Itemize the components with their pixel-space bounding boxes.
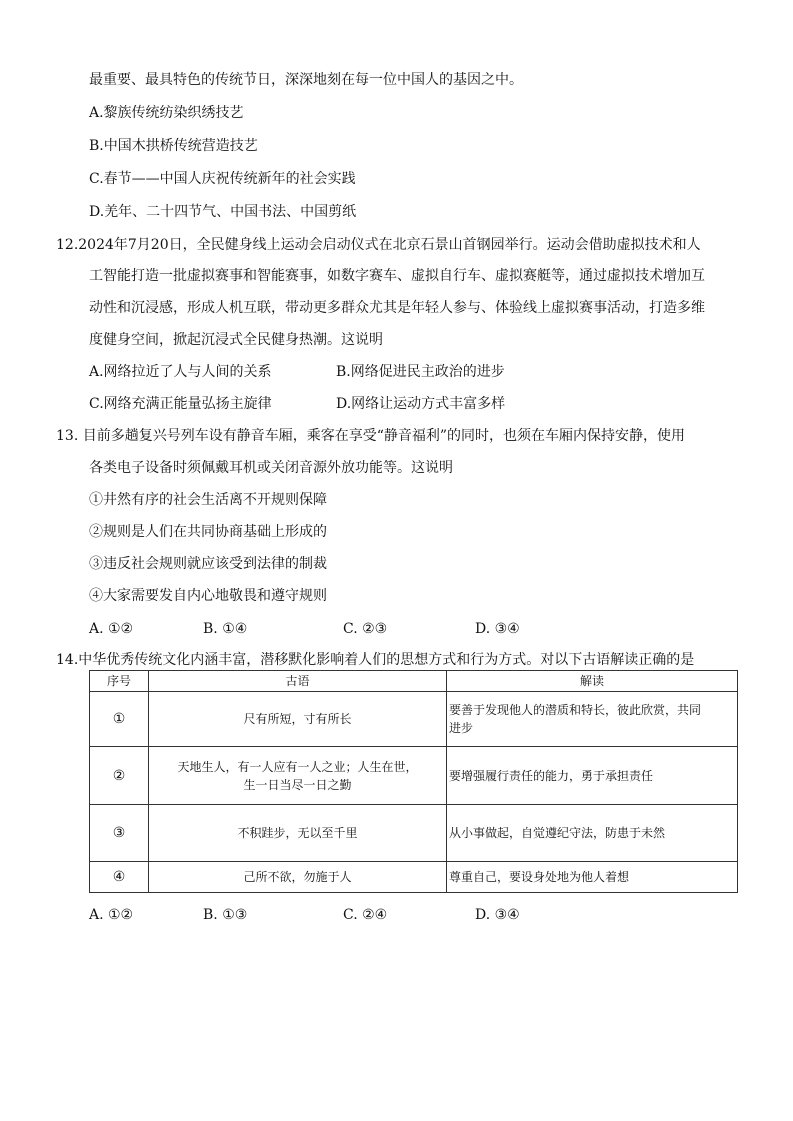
q13-option-d: D. ③④ bbox=[475, 621, 520, 637]
q14-row-1-explain: 要善于发现他人的潜质和特长，彼此欣赏，共同 进步 bbox=[447, 692, 738, 747]
q11-option-c: C.春节——中国人庆祝传统新年的社会实践 bbox=[89, 171, 356, 187]
q14-row-2-explain: 要增强履行责任的能力，勇于承担责任 bbox=[447, 747, 738, 805]
q14-row-4-no: ④ bbox=[90, 862, 149, 893]
q12-option-b: B.网络促进民主政治的进步 bbox=[336, 364, 505, 380]
table-row bbox=[90, 747, 738, 805]
q14-row-2-no: ② bbox=[90, 747, 149, 805]
q13-stem-line-1: 13. 目前多趟复兴号列车设有静音车厢，乘客在享受“静音福利”的同时，也须在车厢内保持安静，使用 bbox=[56, 428, 686, 444]
q13-stem-line-2: 各类电子设备时须佩戴耳机或关闭音源外放功能等。这说明 bbox=[89, 460, 453, 476]
q11-stem-tail: 最重要、最具特色的传统节日，深深地刻在每一位中国人的基因之中。 bbox=[89, 72, 523, 88]
q14-option-a: A. ①② bbox=[89, 907, 134, 923]
q14-table bbox=[89, 670, 738, 893]
q12-stem-line-1: 12.2024年7月20日，全民健身线上运动会启动仪式在北京石景山首钢园举行。运动会借助虚拟技术和人 bbox=[56, 237, 701, 253]
q14-table-header-row bbox=[90, 671, 738, 692]
q13-statement-1: ①井然有序的社会生活离不开规则保障 bbox=[89, 492, 327, 508]
q11-option-a: A.黎族传统纺染织绣技艺 bbox=[89, 105, 244, 121]
q14-row-4-ancient: 己所不欲，勿施于人 bbox=[149, 862, 447, 893]
table-row bbox=[90, 862, 738, 893]
q14-row-1-no: ① bbox=[90, 692, 149, 747]
q14-option-b: B. ①③ bbox=[203, 907, 248, 923]
q12-option-d: D.网络让运动方式丰富多样 bbox=[336, 396, 506, 412]
q14-option-c: C. ②④ bbox=[343, 907, 388, 923]
q13-statement-3: ③违反社会规则就应该受到法律的制裁 bbox=[89, 556, 327, 572]
q13-option-a: A. ①② bbox=[89, 621, 134, 637]
q11-option-b: B.中国木拱桥传统营造技艺 bbox=[89, 138, 258, 154]
q14-option-d: D. ③④ bbox=[475, 907, 520, 923]
q13-statement-2: ②规则是人们在共同协商基础上形成的 bbox=[89, 524, 327, 540]
q14-stem: 14.中华优秀传统文化内涵丰富，潜移默化影响着人们的思想方式和行为方式。对以下古语解读正确的是 bbox=[56, 652, 695, 668]
q14-header-explain: 解读 bbox=[447, 671, 738, 692]
q14-header-ancient: 古语 bbox=[149, 671, 447, 692]
table-row bbox=[90, 805, 738, 862]
q13-statement-4: ④大家需要发自内心地敬畏和遵守规则 bbox=[89, 588, 327, 604]
q14-row-3-no: ③ bbox=[90, 805, 149, 862]
q14-row-1-ancient: 尺有所短，寸有所长 bbox=[149, 692, 447, 747]
q14-row-3-explain: 从小事做起，自觉遵纪守法，防患于未然 bbox=[447, 805, 738, 862]
q11-option-d: D.羌年、二十四节气、中国书法、中国剪纸 bbox=[89, 204, 357, 220]
q14-row-3-ancient: 不积跬步，无以至千里 bbox=[149, 805, 447, 862]
table-row bbox=[90, 692, 738, 747]
q12-option-c: C.网络充满正能量弘扬主旋律 bbox=[89, 396, 272, 412]
q12-stem-line-4: 度健身空间，掀起沉浸式全民健身热潮。这说明 bbox=[89, 332, 383, 348]
q13-option-b: B. ①④ bbox=[203, 621, 248, 637]
q12-stem-line-3: 动性和沉浸感，形成人机互联，带动更多群众尤其是年轻人参与、体验线上虚拟赛事活动，打造多维 bbox=[89, 300, 705, 316]
q14-header-no: 序号 bbox=[90, 671, 149, 692]
q14-row-4-explain: 尊重自己，要设身处地为他人着想 bbox=[447, 862, 738, 893]
q12-option-a: A.网络拉近了人与人间的关系 bbox=[89, 364, 272, 380]
q12-stem-line-2: 工智能打造一批虚拟赛事和智能赛事，如数字赛车、虚拟自行车、虚拟赛艇等，通过虚拟技术增加互 bbox=[89, 268, 705, 284]
q13-option-c: C. ②③ bbox=[343, 621, 388, 637]
q14-row-2-ancient: 天地生人，有一人应有一人之业；人生在世， 生一日当尽一日之勤 bbox=[149, 747, 447, 805]
